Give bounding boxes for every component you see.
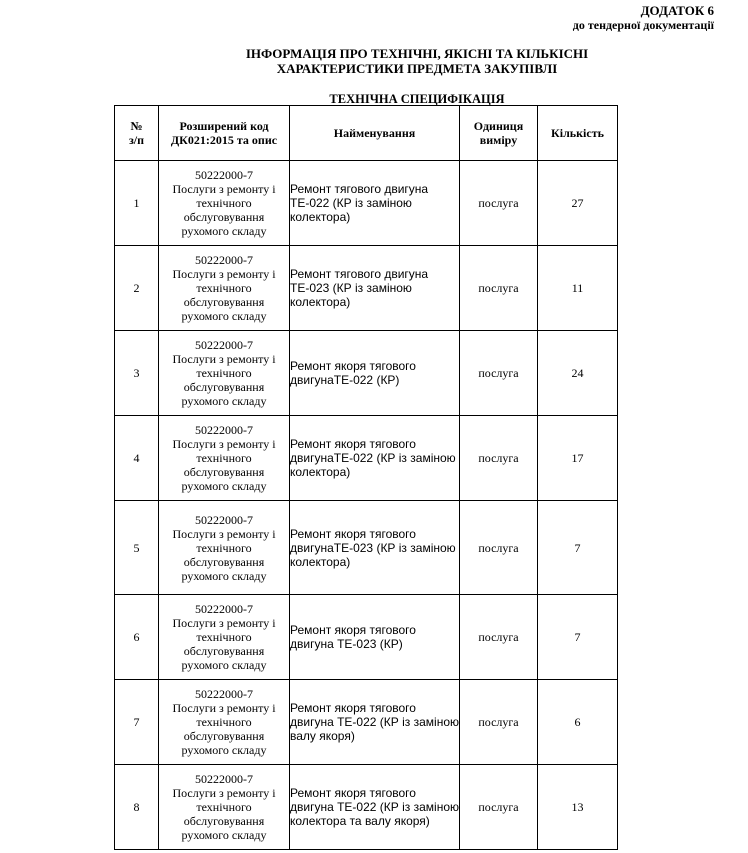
row-unit: послуга	[460, 501, 538, 595]
code-desc: обслуговування	[183, 554, 265, 569]
specification-table	[114, 105, 618, 850]
row-code	[159, 595, 290, 680]
code-desc: рухомого складу	[181, 828, 267, 842]
code-value: 50222000-7	[195, 168, 253, 182]
table-row	[115, 161, 618, 246]
row-name: Ремонт якоря тягового двигуна ТЕ-022 (КР із заміною валу якоря)	[290, 680, 460, 765]
header-number	[115, 106, 159, 161]
code-desc: рухомого складу	[181, 479, 267, 493]
code-desc: обслуговування	[183, 814, 265, 828]
row-quantity: 7	[538, 595, 618, 680]
row-name: Ремонт якоря тягового двигуна ТЕ-023 (КР)	[290, 595, 460, 680]
document-title-line1: ІНФОРМАЦІЯ ПРО ТЕХНІЧНІ, ЯКІСНІ ТА КІЛЬКІСНІ	[245, 46, 589, 61]
row-quantity: 7	[538, 501, 618, 595]
table-header-row	[115, 106, 618, 161]
code-value: 50222000-7	[195, 687, 253, 701]
appendix-label: ДОДАТОК 6	[640, 3, 714, 18]
code-value: 50222000-7	[195, 772, 253, 786]
row-unit: послуга	[460, 331, 538, 416]
row-unit: послуга	[460, 680, 538, 765]
row-number: 2	[115, 246, 159, 331]
code-value: 50222000-7	[195, 512, 253, 527]
code-desc: технічного	[196, 540, 252, 555]
code-desc: Послуги з ремонту і	[172, 437, 276, 451]
header-code-line1: Розширений код	[179, 119, 269, 133]
code-desc: обслуговування	[183, 210, 265, 224]
row-code	[159, 161, 290, 246]
code-desc: технічного	[196, 715, 252, 729]
row-number: 8	[115, 765, 159, 850]
row-unit: послуга	[460, 765, 538, 850]
code-desc: рухомого складу	[181, 568, 267, 583]
row-quantity: 17	[538, 416, 618, 501]
code-desc: Послуги з ремонту і	[172, 701, 276, 715]
row-quantity: 13	[538, 765, 618, 850]
header-unit	[460, 106, 538, 161]
header-code	[159, 106, 290, 161]
spec-title: ТЕХНІЧНА СПЕЦИФІКАЦІЯ	[329, 92, 505, 106]
row-name: Ремонт тягового двигуна ТЕ-023 (КР із заміною колектора)	[290, 246, 460, 331]
row-quantity: 27	[538, 161, 618, 246]
document-title-line2: ХАРАКТЕРИСТИКИ ПРЕДМЕТА ЗАКУПІВЛІ	[276, 61, 558, 76]
table-row	[115, 595, 618, 680]
row-number: 4	[115, 416, 159, 501]
code-value: 50222000-7	[195, 253, 253, 267]
row-unit: послуга	[460, 595, 538, 680]
table-row	[115, 501, 618, 595]
code-desc: рухомого складу	[181, 394, 267, 408]
header-unit-line2: виміру	[479, 133, 518, 147]
row-code	[159, 246, 290, 331]
header-code-line2: ДК021:2015 та опис	[170, 133, 278, 147]
code-desc: рухомого складу	[181, 224, 267, 238]
code-desc: рухомого складу	[181, 743, 267, 757]
row-quantity: 11	[538, 246, 618, 331]
code-desc: технічного	[196, 630, 252, 644]
row-number: 6	[115, 595, 159, 680]
code-value: 50222000-7	[195, 423, 253, 437]
header-unit-line1: Одиниця	[473, 119, 524, 133]
row-quantity: 6	[538, 680, 618, 765]
code-desc: Послуги з ремонту і	[172, 786, 276, 800]
code-desc: рухомого складу	[181, 658, 267, 672]
row-number: 1	[115, 161, 159, 246]
row-unit: послуга	[460, 246, 538, 331]
code-desc: технічного	[196, 196, 252, 210]
header-number-line2: з/п	[128, 133, 145, 147]
table-row	[115, 765, 618, 850]
table-row	[115, 416, 618, 501]
code-value: 50222000-7	[195, 338, 253, 352]
document-title	[0, 46, 748, 76]
code-desc: Послуги з ремонту і	[172, 267, 276, 281]
row-name: Ремонт якоря тягового двигунаТЕ-023 (КР із заміною колектора)	[290, 501, 460, 595]
row-name: Ремонт якоря тягового двигунаТЕ-022 (КР)	[290, 331, 460, 416]
row-code	[159, 680, 290, 765]
row-number: 3	[115, 331, 159, 416]
row-code	[159, 416, 290, 501]
code-desc: технічного	[196, 281, 252, 295]
row-quantity: 24	[538, 331, 618, 416]
row-code	[159, 501, 290, 595]
code-desc: технічного	[196, 800, 252, 814]
appendix-subtitle: до тендерної документації	[572, 18, 714, 32]
code-desc: обслуговування	[183, 295, 265, 309]
header-quantity: Кількість	[538, 106, 618, 161]
header-number-line1: №	[130, 119, 143, 133]
table-row	[115, 680, 618, 765]
code-desc: Послуги з ремонту і	[172, 182, 276, 196]
row-number: 5	[115, 501, 159, 595]
code-desc: технічного	[196, 366, 252, 380]
row-name: Ремонт тягового двигуна ТЕ-022 (КР із заміною колектора)	[290, 161, 460, 246]
code-desc: Послуги з ремонту і	[172, 352, 276, 366]
header-name: Найменування	[290, 106, 460, 161]
row-unit: послуга	[460, 416, 538, 501]
code-desc: обслуговування	[183, 465, 265, 479]
code-desc: рухомого складу	[181, 309, 267, 323]
row-unit: послуга	[460, 161, 538, 246]
code-desc: Послуги з ремонту і	[172, 616, 276, 630]
row-name: Ремонт якоря тягового двигуна ТЕ-022 (КР із заміною колектора та валу якоря)	[290, 765, 460, 850]
row-code	[159, 331, 290, 416]
code-desc: обслуговування	[183, 729, 265, 743]
table-row	[115, 331, 618, 416]
row-code	[159, 765, 290, 850]
code-desc: Послуги з ремонту і	[172, 526, 276, 541]
appendix-block	[573, 3, 714, 32]
row-number: 7	[115, 680, 159, 765]
code-desc: технічного	[196, 451, 252, 465]
row-name: Ремонт якоря тягового двигунаТЕ-022 (КР із заміною колектора)	[290, 416, 460, 501]
code-value: 50222000-7	[195, 602, 253, 616]
table-row	[115, 246, 618, 331]
code-desc: обслуговування	[183, 380, 265, 394]
code-desc: обслуговування	[183, 644, 265, 658]
